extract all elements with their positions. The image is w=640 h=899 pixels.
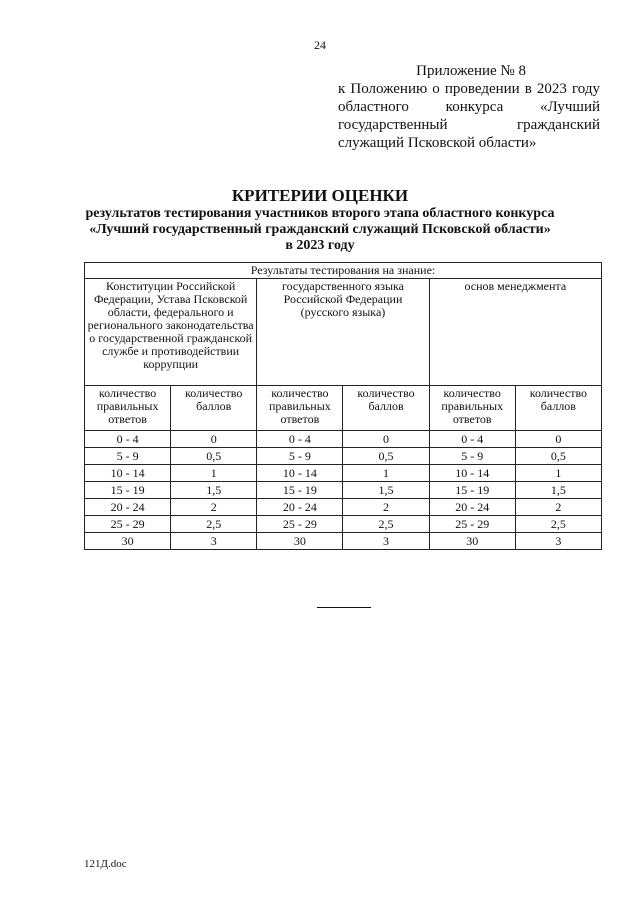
heading-subtitle-line: результатов тестирования участников второго этапа областного конкурса xyxy=(85,206,555,221)
area-header: основ менеджмента xyxy=(429,279,601,386)
answers-cell: 10 - 14 xyxy=(257,465,343,482)
column-header-answers: количество правильных ответов xyxy=(257,386,343,431)
appendix-line: к Положению о проведении в 2023 году xyxy=(338,81,600,97)
answers-cell: 0 - 4 xyxy=(429,431,515,448)
points-cell: 1,5 xyxy=(171,482,257,499)
appendix-block xyxy=(338,62,600,152)
column-header-row xyxy=(85,386,602,431)
column-header-points: количество баллов xyxy=(343,386,429,431)
answers-cell: 30 xyxy=(257,533,343,550)
document-heading xyxy=(0,186,640,254)
points-cell: 0,5 xyxy=(343,448,429,465)
criteria-table xyxy=(84,262,602,550)
page-number: 24 xyxy=(314,38,326,52)
heading-title: КРИТЕРИИ ОЦЕНКИ xyxy=(231,186,409,205)
points-cell: 3 xyxy=(171,533,257,550)
table-caption: Результаты тестирования на знание: xyxy=(85,263,602,279)
answers-cell: 15 - 19 xyxy=(429,482,515,499)
points-cell: 2 xyxy=(171,499,257,516)
points-cell: 2,5 xyxy=(515,516,601,533)
points-cell: 2 xyxy=(515,499,601,516)
area-header: Конституции Российской Федерации, Устава Псковской области, федерального и регионального законодательства о государственной гражданской службе и противодействии коррупции xyxy=(85,279,257,386)
points-cell: 2,5 xyxy=(171,516,257,533)
heading-subtitle-line: в 2023 году xyxy=(285,238,355,253)
column-header-points: количество баллов xyxy=(171,386,257,431)
points-cell: 0,5 xyxy=(515,448,601,465)
column-header-answers: количество правильных ответов xyxy=(429,386,515,431)
answers-cell: 25 - 29 xyxy=(257,516,343,533)
footer-filename: 121Д.doc xyxy=(84,858,127,870)
column-header-answers: количество правильных ответов xyxy=(85,386,171,431)
answers-cell: 15 - 19 xyxy=(257,482,343,499)
heading-subtitle-line: «Лучший государственный гражданский служащий Псковской области» xyxy=(89,222,551,237)
answers-cell: 0 - 4 xyxy=(257,431,343,448)
appendix-line: государственный гражданский xyxy=(338,117,600,133)
points-cell: 1 xyxy=(515,465,601,482)
points-cell: 0 xyxy=(515,431,601,448)
appendix-line: областного конкурса «Лучший xyxy=(338,99,600,115)
column-header-points: количество баллов xyxy=(515,386,601,431)
points-cell: 1,5 xyxy=(343,482,429,499)
table-row xyxy=(85,533,602,550)
points-cell: 1 xyxy=(171,465,257,482)
points-cell: 1 xyxy=(343,465,429,482)
separator-line xyxy=(317,607,371,608)
table-row xyxy=(85,448,602,465)
answers-cell: 20 - 24 xyxy=(257,499,343,516)
points-cell: 2 xyxy=(343,499,429,516)
answers-cell: 15 - 19 xyxy=(85,482,171,499)
answers-cell: 20 - 24 xyxy=(85,499,171,516)
answers-cell: 5 - 9 xyxy=(429,448,515,465)
answers-cell: 10 - 14 xyxy=(429,465,515,482)
points-cell: 0 xyxy=(343,431,429,448)
answers-cell: 25 - 29 xyxy=(85,516,171,533)
answers-cell: 5 - 9 xyxy=(85,448,171,465)
answers-cell: 10 - 14 xyxy=(85,465,171,482)
appendix-title: Приложение № 8 xyxy=(416,63,526,79)
appendix-line: служащий Псковской области» xyxy=(338,135,537,151)
table-row xyxy=(85,482,602,499)
answers-cell: 30 xyxy=(85,533,171,550)
table-row xyxy=(85,516,602,533)
answers-cell: 30 xyxy=(429,533,515,550)
points-cell: 2,5 xyxy=(343,516,429,533)
answers-cell: 25 - 29 xyxy=(429,516,515,533)
points-cell: 1,5 xyxy=(515,482,601,499)
table-row xyxy=(85,499,602,516)
points-cell: 0,5 xyxy=(171,448,257,465)
points-cell: 0 xyxy=(171,431,257,448)
points-cell: 3 xyxy=(515,533,601,550)
answers-cell: 0 - 4 xyxy=(85,431,171,448)
area-header: государственного языка Российской Федерации (русского языка) xyxy=(257,279,429,386)
answers-cell: 5 - 9 xyxy=(257,448,343,465)
points-cell: 3 xyxy=(343,533,429,550)
table-row xyxy=(85,431,602,448)
table-row xyxy=(85,465,602,482)
answers-cell: 20 - 24 xyxy=(429,499,515,516)
area-row xyxy=(85,279,602,386)
